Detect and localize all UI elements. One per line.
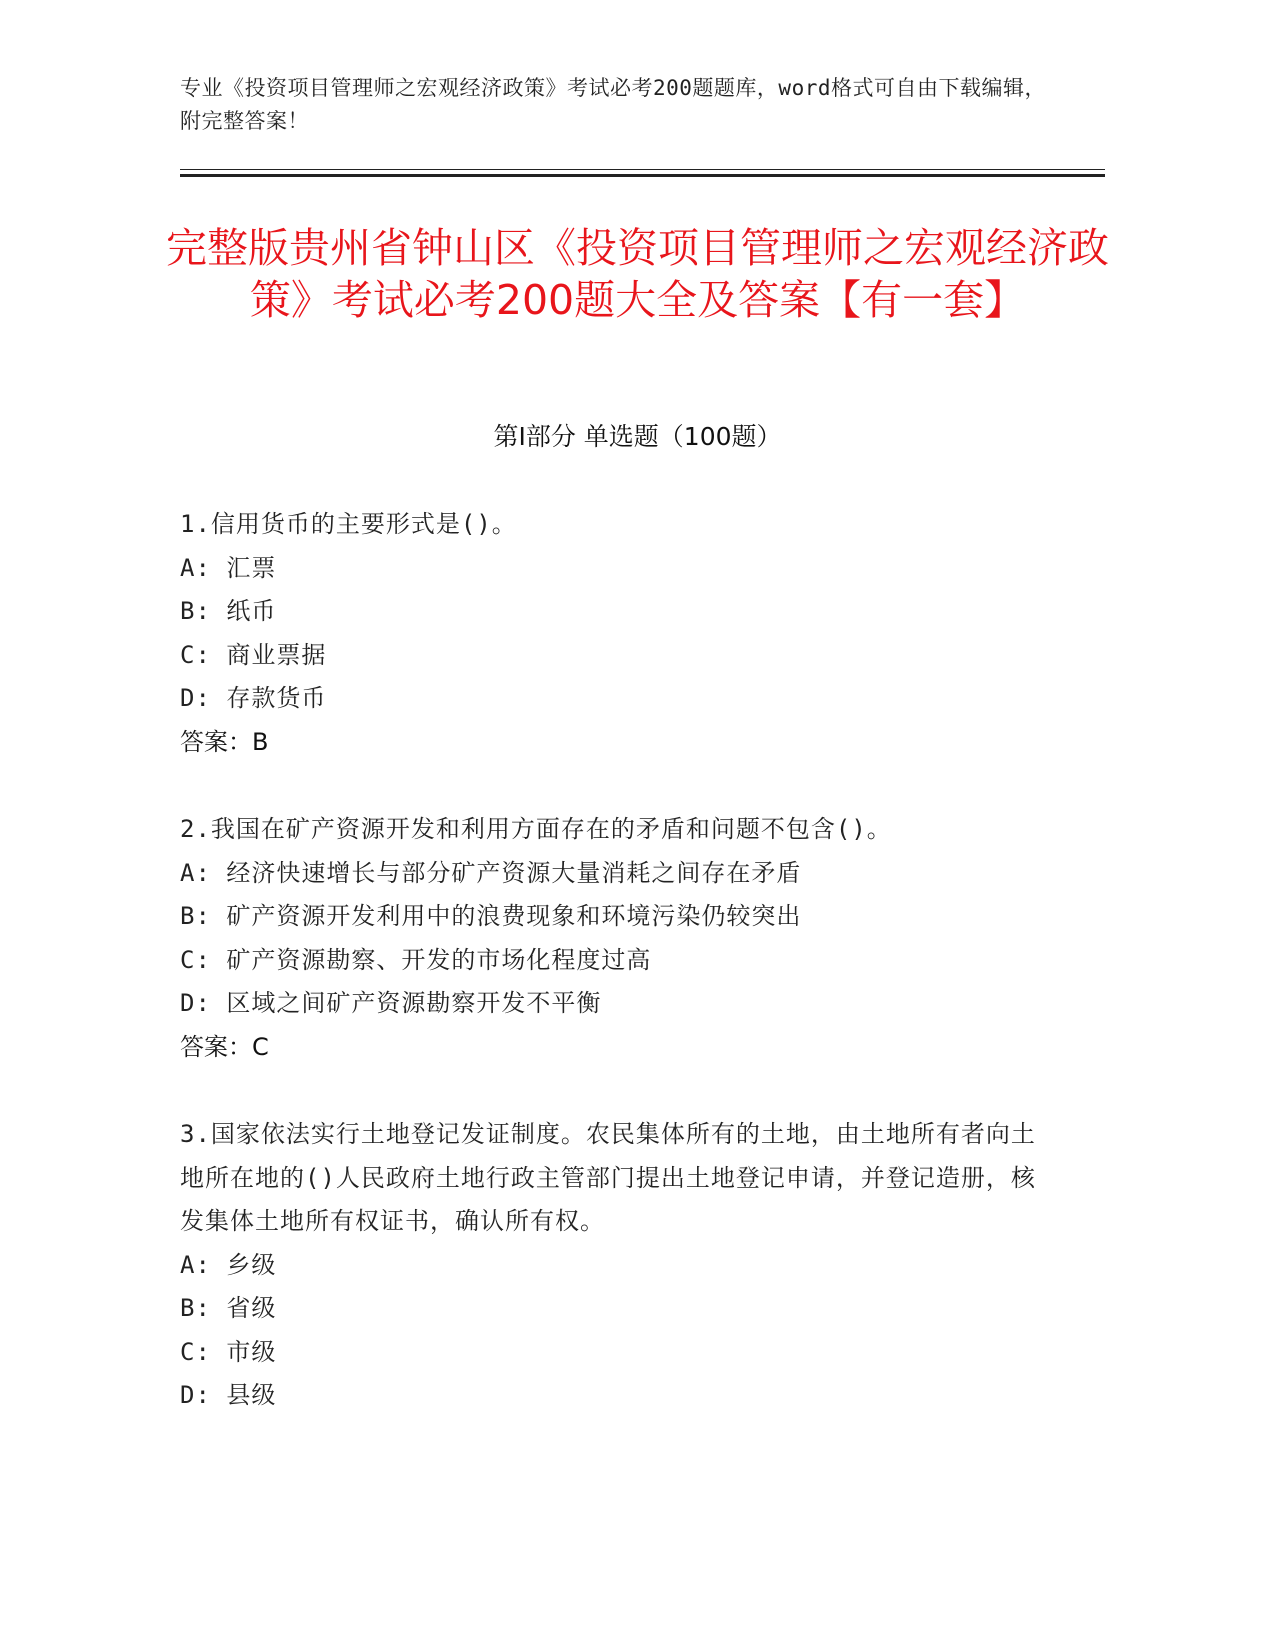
question-3 bbox=[180, 1113, 1040, 1418]
document-title: 完整版贵州省钟山区《投资项目管理师之宏观经济政策》考试必考200题大全及答案【有一套】 bbox=[166, 224, 1109, 324]
option-c: C: 矿产资源勘察、开发的市场化程度过高 bbox=[180, 945, 652, 974]
option-b: B: 矿产资源开发利用中的浪费现象和环境污染仍较突出 bbox=[180, 902, 802, 930]
option-b: B: 纸币 bbox=[180, 597, 277, 625]
question-2 bbox=[180, 808, 1040, 1069]
option-b: B: 省级 bbox=[180, 1294, 277, 1322]
option-a: A: 乡级 bbox=[180, 1250, 277, 1279]
answer: 答案：C bbox=[180, 1032, 269, 1061]
question-stem: 3.国家依法实行土地登记发证制度。农民集体所有的土地，由土地所有者向土地所在地的()人民政府土地行政主管部门提出土地登记申请，并登记造册，核发集体土地所有权证书，确认所有权。 bbox=[180, 1120, 1036, 1235]
question-stem: 2.我国在矿产资源开发和利用方面存在的矛盾和问题不包含()。 bbox=[180, 815, 892, 843]
option-a: A: 汇票 bbox=[180, 553, 277, 582]
header-note: 专业《投资项目管理师之宏观经济政策》考试必考200题题库，word格式可自由下载编辑，附完整答案！ bbox=[180, 76, 1046, 133]
question-stem: 1.信用货币的主要形式是()。 bbox=[180, 510, 517, 538]
question-1 bbox=[180, 503, 1040, 764]
option-a: A: 经济快速增长与部分矿产资源大量消耗之间存在矛盾 bbox=[180, 858, 802, 887]
option-c: C: 市级 bbox=[180, 1337, 277, 1366]
option-d: D: 县级 bbox=[180, 1381, 277, 1409]
header-divider-thin bbox=[180, 169, 1105, 170]
option-d: D: 存款货币 bbox=[180, 684, 327, 712]
option-d: D: 区域之间矿产资源勘察开发不平衡 bbox=[180, 989, 602, 1017]
section-title: 第I部分 单选题（100题） bbox=[493, 422, 782, 451]
answer: 答案：B bbox=[180, 727, 269, 756]
header-divider-thick bbox=[180, 174, 1105, 177]
option-c: C: 商业票据 bbox=[180, 640, 327, 669]
